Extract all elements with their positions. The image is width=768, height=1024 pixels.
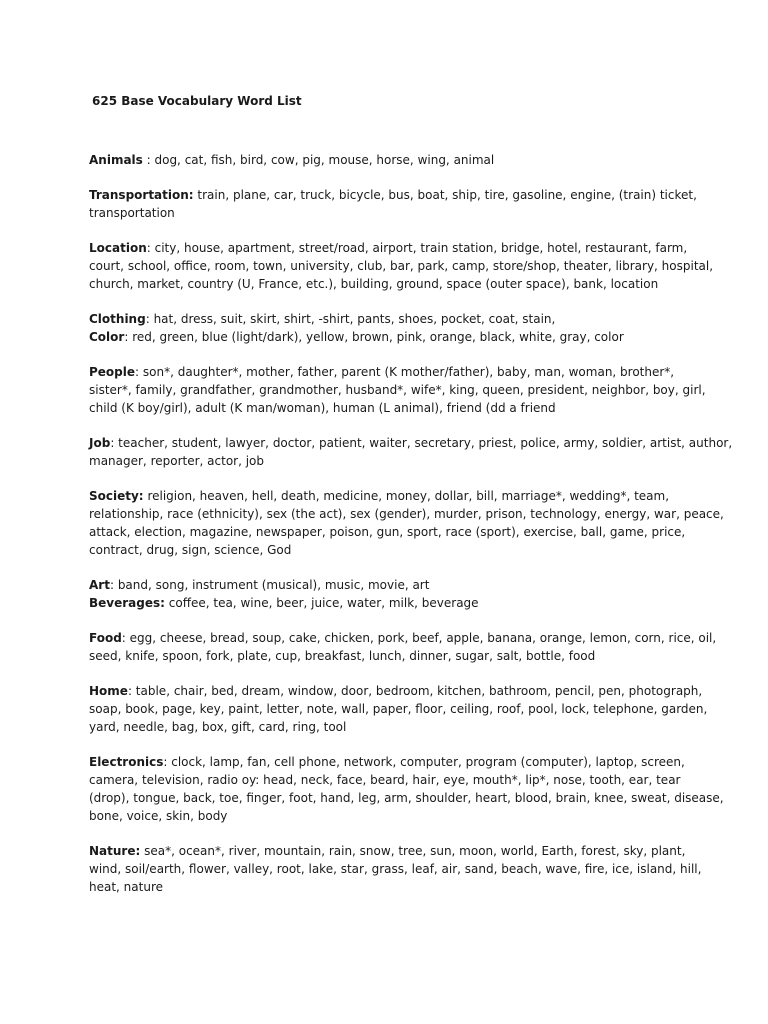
category-continuation-line (89, 505, 724, 523)
category-continuation-line (89, 204, 689, 222)
word-list-text: clock, lamp, fan, cell phone, network, computer, program (computer), laptop, screen, (171, 755, 685, 769)
word-list-text: coffee, tea, wine, beer, juice, water, milk, beverage (168, 596, 479, 610)
category-label: Beverages: (89, 596, 165, 610)
word-list-text: seed, knife, spoon, fork, plate, cup, breakfast, lunch, dinner, sugar, salt, bottle, food (89, 649, 596, 663)
word-list-text: heat, nature (89, 880, 163, 894)
category-label: Nature: (89, 844, 141, 858)
category-line (89, 629, 717, 647)
category-line (89, 310, 689, 328)
word-list-text: court, school, office, room, town, university, club, bar, park, camp, store/shop, theater, library, hospital, (89, 259, 714, 273)
category-line (89, 594, 689, 612)
category-continuation-line (89, 878, 689, 896)
word-list-text: band, song, instrument (musical), music, movie, art (117, 578, 430, 592)
category-continuation-line (89, 275, 689, 293)
document-title: 625 Base Vocabulary Word List (92, 94, 302, 108)
word-list-text: transportation (89, 206, 175, 220)
category-line (89, 682, 703, 700)
word-list-text: relationship, race (ethnicity), sex (the act), sex (gender), murder, prison, technology, energy, war, peace, (89, 507, 724, 521)
word-list-text: soap, book, page, key, paint, letter, note, wall, paper, floor, ceiling, roof, pool, lock, telephone, garden, (89, 702, 708, 716)
vocabulary-sections (89, 151, 733, 913)
word-list-text: egg, cheese, bread, soup, cake, chicken, pork, beef, apple, banana, orange, lemon, corn, rice, oil, (129, 631, 717, 645)
vocabulary-section (89, 151, 689, 169)
word-list-text: (drop), tongue, back, toe, finger, foot, hand, leg, arm, shoulder, heart, blood, brain, knee, sweat, disease, (89, 791, 724, 805)
vocabulary-section (89, 239, 714, 293)
category-line (89, 753, 689, 771)
category-separator: : (163, 755, 172, 769)
category-separator: : (110, 436, 119, 450)
category-separator: : (127, 684, 136, 698)
word-list-text: child (K boy/girl), adult (K man/woman), human (L animal), friend (dd a friend (89, 401, 556, 415)
word-list-text: attack, election, magazine, newspaper, poison, gun, sport, race (sport), exercise, ball, game, price, (89, 525, 686, 539)
word-list-text: camera, television, radio oy: head, neck, face, beard, hair, eye, mouth*, lip*, nose, tooth, ear, tear (89, 773, 681, 787)
category-line (89, 151, 689, 169)
word-list-text: train, plane, car, truck, bicycle, bus, boat, ship, tire, gasoline, engine, (train) ticket, (197, 188, 697, 202)
category-continuation-line (89, 860, 702, 878)
category-continuation-line (89, 718, 689, 736)
vocabulary-section (89, 682, 708, 736)
category-label: People (89, 365, 136, 379)
word-list-text: teacher, student, lawyer, doctor, patient, waiter, secretary, priest, police, army, soldier, artist, author, (118, 436, 733, 450)
word-list-text: city, house, apartment, street/road, airport, train station, bridge, hotel, restaurant, farm, (154, 241, 688, 255)
word-list-text: sea*, ocean*, river, mountain, rain, snow, tree, sun, moon, world, Earth, forest, sky, plant, (144, 844, 686, 858)
word-list-text: red, green, blue (light/dark), yellow, brown, pink, orange, black, white, gray, color (132, 330, 624, 344)
word-list-text: hat, dress, suit, skirt, shirt, -shirt, pants, shoes, pocket, coat, stain, (153, 312, 556, 326)
word-list-text: table, chair, bed, dream, window, door, bedroom, kitchen, bathroom, pencil, pen, photograph, (135, 684, 703, 698)
category-line (89, 239, 689, 257)
vocabulary-section (89, 629, 717, 665)
vocabulary-section (89, 310, 689, 346)
category-label: Art (89, 578, 110, 592)
word-list-text: wind, soil/earth, flower, valley, root, lake, star, grass, leaf, air, sand, beach, wave, fire, ice, island, hill, (89, 862, 702, 876)
word-list-text: religion, heaven, hell, death, medicine, money, dollar, bill, marriage*, wedding*, team, (147, 489, 670, 503)
category-separator: : (121, 631, 130, 645)
vocabulary-section (89, 363, 706, 417)
vocabulary-section (89, 434, 733, 470)
vocabulary-section (89, 487, 724, 559)
category-separator: : (135, 365, 143, 379)
word-list-text: church, market, country (U, France, etc.), building, ground, space (outer space), bank, location (89, 277, 659, 291)
category-label: Transportation: (89, 188, 194, 202)
word-list-text: son*, daughter*, mother, father, parent (K mother/father), baby, man, woman, brother*, (142, 365, 675, 379)
category-label: Color (89, 330, 125, 344)
category-line (89, 434, 733, 452)
category-continuation-line (89, 789, 724, 807)
category-continuation-line (89, 452, 689, 470)
vocabulary-section (89, 842, 702, 896)
category-label: Food (89, 631, 122, 645)
vocabulary-section (89, 186, 697, 222)
category-label: Society: (89, 489, 144, 503)
word-list-text: manager, reporter, actor, job (89, 454, 265, 468)
category-continuation-line (89, 647, 689, 665)
category-separator: : (124, 330, 133, 344)
category-continuation-line (89, 381, 706, 399)
word-list-text: contract, drug, sign, science, God (89, 543, 292, 557)
category-label: Home (89, 684, 128, 698)
category-label: Job (89, 436, 111, 450)
category-label: Animals (89, 153, 143, 167)
category-continuation-line (89, 257, 714, 275)
category-continuation-line (89, 399, 689, 417)
category-line (89, 328, 689, 346)
category-continuation-line (89, 771, 689, 789)
category-label: Location (89, 241, 147, 255)
category-line (89, 842, 689, 860)
word-list-text: bone, voice, skin, body (89, 809, 228, 823)
category-label: Clothing (89, 312, 146, 326)
word-list-text: sister*, family, grandfather, grandmother, husband*, wife*, king, queen, president, neighbor, boy, girl, (89, 383, 706, 397)
category-separator: : (146, 241, 155, 255)
category-separator: : (145, 312, 154, 326)
vocabulary-section (89, 753, 724, 825)
word-list-text: yard, needle, bag, box, gift, card, ring, tool (89, 720, 347, 734)
word-list-text: dog, cat, fish, bird, cow, pig, mouse, horse, wing, animal (154, 153, 495, 167)
category-line (89, 186, 697, 204)
category-continuation-line (89, 700, 708, 718)
category-line (89, 363, 689, 381)
vocabulary-section (89, 576, 689, 612)
category-continuation-line (89, 541, 689, 559)
category-continuation-line (89, 807, 689, 825)
category-line (89, 576, 689, 594)
category-separator: : (109, 578, 118, 592)
category-line (89, 487, 689, 505)
category-label: Electronics (89, 755, 164, 769)
category-continuation-line (89, 523, 689, 541)
category-separator: : (142, 153, 155, 167)
